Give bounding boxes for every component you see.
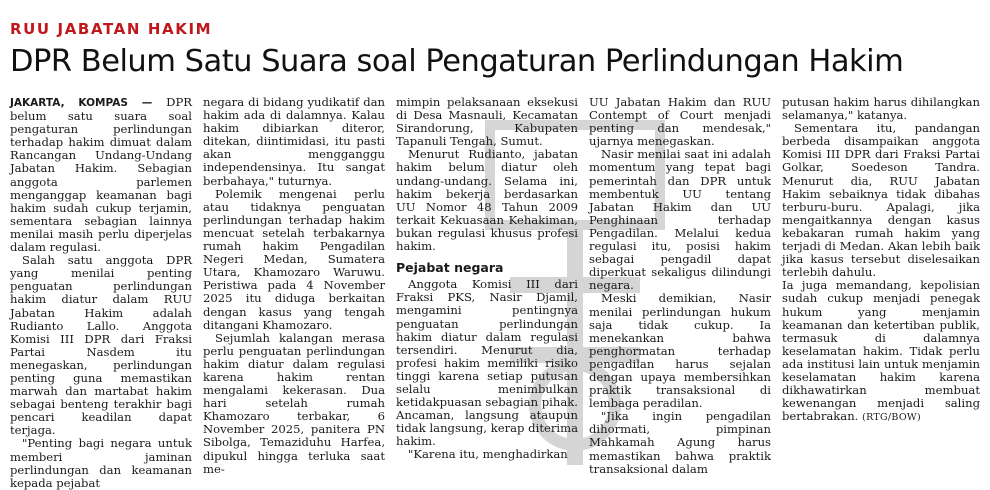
article-paragraph: Meski demikian, Nasir menilai perlindungan hukum saja tidak cukup. Ia menekankan bahwa penghormatan terhadap pengadilan harus sejalan dengan upaya membersihkan praktik transaksional di lembaga peradilan. — [589, 291, 771, 411]
continued-paragraph: mimpin pelaksanaan eksekusi di Desa Masnauli, Kecamatan Sirandorung, Kabupaten Tapanuli Tengah, Sumut. — [396, 95, 578, 149]
article-headline: DPR Belum Satu Suara soal Pengaturan Perlindungan Hakim — [10, 44, 904, 79]
article-column-4 — [589, 96, 771, 474]
article-paragraph: "Jika ingin pengadilan dihormati, pimpinan Mahkamah Agung harus memastikan bahwa praktik transaksional dalam — [589, 409, 771, 476]
continued-paragraph: putusan hakim harus dihilangkan selamanya," katanya. — [782, 95, 980, 123]
continued-paragraph: UU Jabatan Hakim dan RUU Contempt of Court menjadi penting dan mendesak," ujarnya menegaskan. — [589, 95, 771, 149]
article-paragraph: Anggota Komisi III dari Fraksi PKS, Nasir Djamil, mengamini pentingnya penguatan perlindungan hakim diatur dalam regulasi tersendiri. Menurut dia, profesi hakim memiliki risiko tinggi karena setiap putusan selalu menimbulkan ketidakpuasan sebagian pihak. Ancaman, langsung ataupun tidak langsung, kerap diterima hakim. — [396, 277, 578, 449]
article-paragraph: Nasir menilai saat ini adalah momentum yang tepat bagi pemerintah dan DPR untuk membentuk UU tentang Jabatan Hakim dan UU Penghinaan terhadap Pengadilan. Melalui kedua regulasi itu, posisi hakim sebagai pengadil dapat diperkuat sekaligus dilindungi negara. — [589, 147, 771, 293]
article-paragraph: Salah satu anggota DPR yang menilai penting penguatan perlindungan hakim diatur dalam RUU Jabatan Hakim adalah Rudianto Lallo. Anggota Komisi III DPR dari Fraksi Partai Nasdem itu menegaskan, perlindungan penting guna memastikan marwah dan martabat hakim sebagai benteng terakhir bagi pencari keadilan dapat terjaga. — [10, 253, 192, 438]
article-column-5 — [782, 96, 980, 474]
article-paragraph: Menurut Rudianto, jabatan hakim belum diatur oleh undang-undang. Selama ini, hakim bekerja berdasarkan UU Nomor 48 Tahun 2009 terkait Kekuasaan Kehakiman, bukan regulasi khusus profesi hakim. — [396, 147, 578, 254]
article-column-3 — [396, 96, 578, 474]
article-paragraph: Sementara itu, pandangan berbeda disampaikan anggota Komisi III DPR dari Fraksi Partai Golkar, Soedeson Tandra. Menurut dia, RUU Jabatan Hakim sebaiknya tidak dibahas terburu-buru. Apalagi, jika mengaitkannya dengan kasus kebakaran rumah hakim yang terjadi di Medan. Akan lebih baik jika kasus tersebut diselesaikan terlebih dahulu. — [782, 121, 980, 280]
article-paragraph: Ia juga memandang, kepolisian sudah cukup menjadi penegak hukum yang menjamin keamanan dan ketertiban publik, termasuk di dalamnya keselamatan hakim. Tidak perlu ada institusi lain untuk menjamin keselamatan hakim karena dikhawatirkan membuat kewenangan menjadi saling bertabrakan. — [782, 278, 980, 424]
article-paragraph: "Penting bagi negara untuk memberi jaminan perlindungan dan keamanan kepada pejabat — [10, 436, 192, 490]
article-column-2 — [203, 96, 385, 474]
article-paragraph: Sejumlah kalangan merasa perlu penguatan perlindungan hakim diatur dalam regulasi karena hakim rentan mengalami kekerasan. Dua hari setelah rumah Khamozaro terbakar, 6 November 2025, panitera PN Sibolga, Temaziduhu Harfea, dipukul hingga terluka saat me- — [203, 330, 385, 476]
lead-text: DPR belum satu suara soal pengaturan perlindungan terhadap hakim dimuat dalam Rancangan Undang-Undang Jabatan Hakim. Sebagian anggota parlemen menganggap keamanan bagi hakim sudah cukup terjamin, sementara sebagian lainnya menilai masih perlu diperjelas dalam regulasi. — [10, 95, 192, 255]
continued-paragraph: negara di bidang yudikatif dan hakim ada di dalamnya. Kalau hakim dibiarkan diteror, ditekan, diintimidasi, itu pasti akan mengganggu independensinya. Itu sangat berbahaya," tuturnya. — [203, 95, 385, 188]
article-column-1 — [10, 95, 192, 490]
section-kicker: RUU JABATAN HAKIM — [10, 20, 213, 38]
article-paragraph: "Karena itu, menghadirkan — [408, 447, 568, 462]
lead-paragraph — [10, 96, 192, 254]
dateline: JAKARTA, KOMPAS — — [10, 97, 153, 109]
section-subhead: Pejabat negara — [396, 260, 504, 276]
article-paragraph: Polemik mengenai perlu atau tidaknya penguatan perlindungan terhadap hakim mencuat setelah terbakarnya rumah hakim Pengadilan Negeri Medan, Sumatera Utara, Khamozaro Waruwu. Peristiwa pada 4 November 2025 itu diduga berkaitan dengan kasus yang tengah ditangani Khamozaro. — [203, 186, 385, 332]
author-credit: (RTG/BOW) — [862, 412, 921, 424]
